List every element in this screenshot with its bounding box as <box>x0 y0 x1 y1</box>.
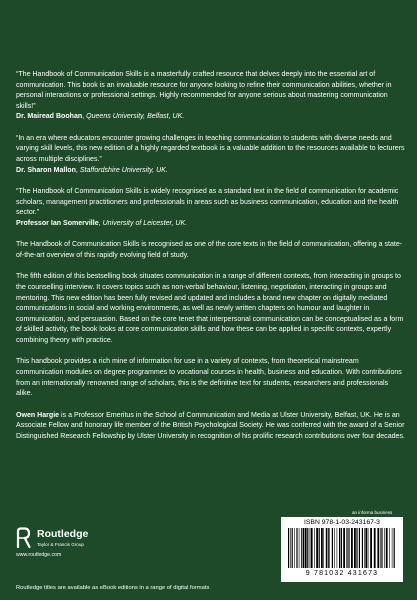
barcode-bar <box>370 528 372 568</box>
barcode-bar <box>326 528 327 568</box>
barcode-bar <box>380 528 381 568</box>
barcode-number: 9 781032 431673 <box>305 570 379 577</box>
barcode-bar <box>356 528 357 568</box>
barcode-bar <box>321 528 323 568</box>
barcode-bar <box>354 528 356 568</box>
quote-affiliation: Staffordshire University, UK. <box>79 166 168 174</box>
barcode-bar <box>341 528 342 568</box>
footer-note: Routledge titles are available as eBook editions in a range of digital formats <box>16 585 210 591</box>
isbn-label: ISBN 978-1-03-243167-3 <box>304 519 380 526</box>
barcode-bar <box>349 528 350 568</box>
barcode-bar <box>301 528 302 568</box>
author-name: Owen Hargie <box>16 411 60 419</box>
barcode-bar <box>303 528 304 568</box>
content-area <box>16 70 406 453</box>
publisher-name: Routledge <box>37 528 89 541</box>
barcode-bar <box>362 528 363 568</box>
description-intro <box>16 240 406 261</box>
barcode-bar <box>365 528 367 568</box>
barcode-bar <box>294 528 295 568</box>
description-main <box>16 272 406 346</box>
quote-author: Dr. Sharon Mallon <box>16 166 76 174</box>
quote-attribution: Dr. Sharon Mallon, Staffordshire University, UK. <box>16 166 168 174</box>
description-paragraph: The Handbook of Communication Skills is recognised as one of the core texts in the field of communication, offering a state-of-the-art overview of this rapidly evolving field of study. <box>16 241 403 259</box>
barcode-bar <box>288 528 289 568</box>
quote-attribution: Dr. Mairead Boohan, Queens University, Belfast, UK. <box>16 113 185 121</box>
barcode-bar <box>307 528 308 568</box>
barcode-bar <box>351 528 353 568</box>
author-bio-text <box>16 411 406 443</box>
barcode-bar <box>292 528 293 568</box>
barcode-bar <box>339 528 340 568</box>
publisher-group: Taylor & Francis Group <box>37 541 84 547</box>
barcode-bar <box>394 528 395 568</box>
quote-attribution: Professor Ian Somerville, University of Leicester, UK. <box>16 219 188 227</box>
barcode-bar <box>305 528 307 568</box>
informa-label: an informa business <box>352 510 393 515</box>
quote-affiliation: Queens University, Belfast, UK. <box>86 113 185 121</box>
barcode-bar <box>334 528 335 568</box>
barcode-bar <box>314 528 315 568</box>
barcode-bar <box>374 528 376 568</box>
quote-author: Dr. Mairead Boohan <box>16 113 83 121</box>
barcode-bar <box>364 528 365 568</box>
barcode-bar <box>332 528 333 568</box>
barcode-bar <box>368 528 369 568</box>
isbn-barcode-box <box>281 517 403 582</box>
barcode-bar <box>347 528 348 568</box>
quote-text: “The Handbook of Communication Skills is a masterfully crafted resource that delves deeply into the essential art of communication. This book is an invaluable resource for anyone looking to refine their communication abilities, whether in personal interactions or professional settings. Highly recommended for anyone serious about mastering communication skills!” <box>16 71 392 110</box>
barcode-bar <box>296 528 297 568</box>
publisher-website: www.routledge.com <box>16 552 62 558</box>
barcode-bar <box>382 528 383 568</box>
barcode <box>286 528 398 568</box>
publisher-block <box>16 527 88 558</box>
quote-text: “The Handbook of Communication Skills is widely recognised as a standard text in the field of communication for academic scholars, management practitioners and professionals in areas such as business communication, education and the health sector.” <box>16 188 399 217</box>
author-bio-body: is a Professor Emeritus in the School of Communication and Media at Ulster University, Belfast, UK. He is an Associate Fellow and honorary life member of the British Psychological Society. He was conferred with the award of a Senior Distinguished Research Fellowship by Ulster University in recognition of his prolific research contributions over four decades. <box>16 411 405 440</box>
barcode-bar <box>377 528 379 568</box>
publisher-logo <box>16 527 88 549</box>
barcode-bar <box>389 528 390 568</box>
barcode-bar <box>359 528 360 568</box>
description-use <box>16 357 406 399</box>
barcode-bar <box>290 528 291 568</box>
quote-author: Professor Ian Somerville <box>16 219 99 227</box>
routledge-r-icon <box>16 527 31 549</box>
publisher-logo-text <box>37 529 88 547</box>
barcode-bar <box>384 528 385 568</box>
quote-text: “In an era where educators encounter growing challenges in teaching communication to students with diverse needs and varying skill levels, this new edition of a highly regarded textbook is a valuable addition to the resources available to lecturers across multiple disciplines.” <box>16 134 405 163</box>
barcode-bar <box>319 528 320 568</box>
quote-1 <box>16 70 406 123</box>
barcode-bar <box>299 528 300 568</box>
barcode-bar <box>386 528 388 568</box>
barcode-bar <box>311 528 313 568</box>
author-bio <box>16 411 406 443</box>
quote-affiliation: University of Leicester, UK. <box>102 219 188 227</box>
barcode-bar <box>392 528 393 568</box>
barcode-bar <box>346 528 347 568</box>
quote-2 <box>16 134 406 176</box>
barcode-bar <box>310 528 311 568</box>
barcode-bar <box>328 528 329 568</box>
description-paragraph: The fifth edition of this bestselling book situates communication in a range of different contexts, from interacting in groups to the counselling interview. It covers topics such as non-verbal behaviour, listening, negotiation, interacting in groups and mentoring. This new edition has been fully revised and updated and includes a brand new chapter on digitally mediated communications in social and working environments, as well as newly written chapters on humour and laughter in communication, and persuasion. Based on the core tenet that interpersonal communication can be conceptualised as a form of skilled activity, the book looks at core communication skills and how these can be applied in specific contexts, expertly combining theory with practice. <box>16 273 404 344</box>
quote-3 <box>16 187 406 229</box>
description-paragraph: This handbook provides a rich mine of information for use in a variety of contexts, from theoretical mainstream communication modules on degree programmes to vocational courses in health, business and education. With contributions from an internationally renowned range of scholars, this is the definitive text for students, researchers and professionals alike. <box>16 358 402 398</box>
barcode-bar <box>316 528 318 568</box>
barcode-bar <box>329 528 330 568</box>
barcode-bar <box>323 528 324 568</box>
barcode-bar <box>337 528 338 568</box>
barcode-bar <box>343 528 345 568</box>
